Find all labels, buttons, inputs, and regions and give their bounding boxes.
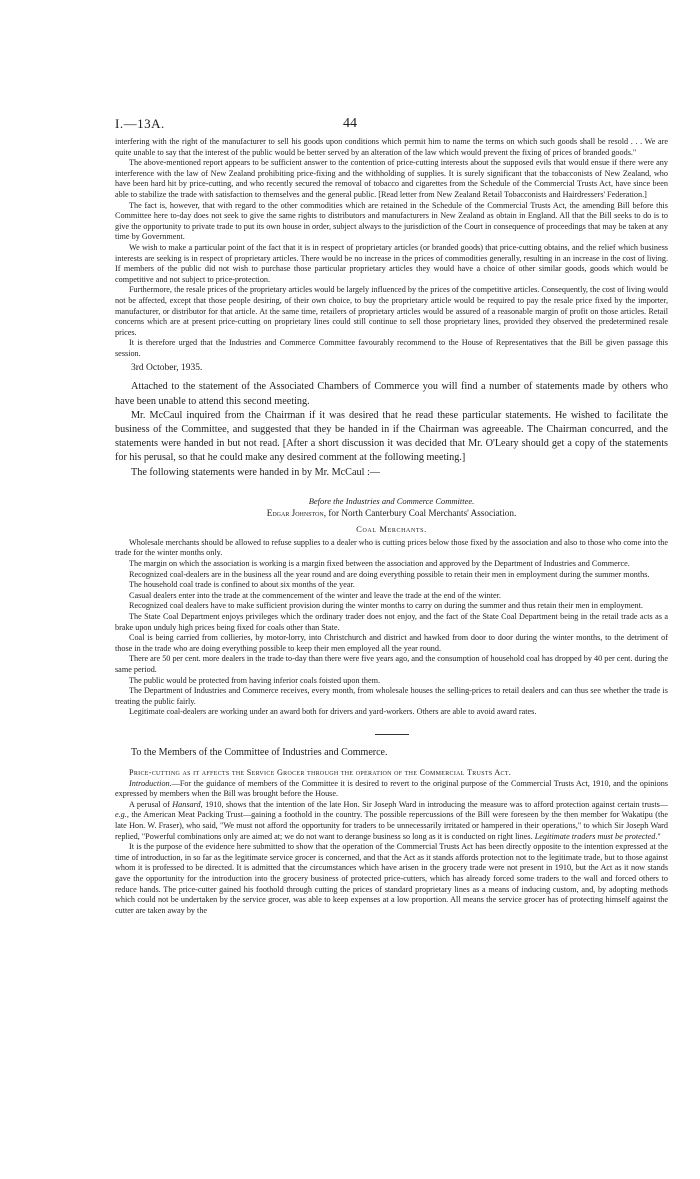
paragraph: The above-mentioned report appears to be sufficient answer to the contention of price-cutting interests about the supposed evils that would ensue if there were any interference with the law of New Zealand prohibiting price-fixing and the withholding of supplies. It is surely significant that the tobacconists of New Zealand, who have been hard hit by price-cutting, and who recently secured the removal of tobacco and cigarettes from the Schedule of the Commercial Trusts Act, have since been able to stabilize the trade with satisfaction to themselves and the general public. [Read letter from New Zealand Retail Tobacconists and Hairdressers' Federation.] (115, 158, 668, 199)
paragraph: The household coal trade is confined to about six months of the year. (129, 580, 355, 590)
intro-text: —For the guidance of members of the Committee it is desired to revert to the original purpose of the Commercial Trusts Act, 1910, and the opinions expressed by members when the Bill was brought before the House. (115, 778, 668, 799)
grocer-section (115, 768, 668, 916)
section-divider (375, 734, 409, 735)
page-body (115, 137, 668, 916)
paragraph: It is the purpose of the evidence here submitted to show that the operation of the Commercial Trusts Act has been directly opposite to the intention expressed at the time of introduction, in so far as the legitimate service grocer is concerned, and that the Act as it stands affords protection not to the legitimate trade, but to those against whom it is professed to be directed. It is admitted that the circumstances which have arisen in the grocery trade were not present in 1910, but the Act as it now stands gave the opportunity for the introduction into the grocery business of protected price-cutters, which has already forced some traders to the wall and forced others to reduce hands. The price-cutter gained his foothold through cutting the prices of standard proprietary lines as a means of inducing custom, and, by adopting methods which could not be undertaken by the service grocer, was able to keep expenses at a low proportion. All means the service grocer has of protecting himself against the cutter are taken away by the (115, 842, 668, 915)
paragraph: Mr. McCaul inquired from the Chairman if it was desired that he read these particular statements. He wished to facilitate the business of the Committee, and suggested that they be handed in if the Chairman was agreeable. The Chairman concurred, and the statements were handed in but not read. [After a short discussion it was decided that Mr. O'Leary should get a copy of the statements for his perusal, so that he could make any desired comment at the following meeting.] (115, 409, 668, 464)
mid-section (115, 380, 668, 479)
top-section (115, 137, 668, 359)
committee-line: Before the Industries and Commerce Committee. (308, 495, 475, 506)
paragraph: The Department of Industries and Commerce receives, every month, from wholesale houses the selling-prices to retail dealers and can thus see whether the trade is treating the public fairly. (115, 686, 668, 706)
paragraph: Legitimate coal-dealers are working under an award both for drivers and yard-workers. Others are able to avoid award rates. (129, 707, 537, 717)
paragraph: It is therefore urged that the Industries and Commerce Committee favourably recommend to the House of Representatives that the Bill be given passage this session. (115, 338, 668, 358)
text-run: , the American Meat Packing Trust—gaining a foothold in the country. The possible repercussions of the Bill were foreseen by the then member for Wakatipu (the late Hon. W. Fraser), who said, "We must not afford the opportunity for traders to be unnecessarily irritated or hampered in their operations," to which Sir Joseph Ward replied, "Powerful combinations only are aimed at; we do not want to derange business so long as it is conducted on right lines. (115, 810, 668, 841)
addressee-line: To the Members of the Committee of Industries and Commerce. (131, 746, 388, 758)
paragraph (115, 800, 668, 842)
paragraph: Attached to the statement of the Associated Chambers of Commerce you will find a number of statements made by others who have been unable to attend this second meeting. (115, 381, 668, 407)
intro-label: Introduction. (129, 778, 172, 788)
paragraph: The public would be protected from having inferior coals foisted upon them. (129, 675, 381, 685)
paragraph: Coal is being carried from collieries, by motor-lorry, into Christchurch and district and hawked from door to door during the winter months, to the detriment of those in the trade who are doing everything possible to keep their men employed all the year round. (115, 633, 668, 653)
paragraph: Furthermore, the resale prices of the proprietary articles would be largely influenced by the prices of the competitive articles. Consequently, the cost of living would not be affected, except that those people desiring, of their own choice, to buy the proprietary article would be required to pay the resale price fixed by the importer, manufacturer, or distributor for that article. At the same time, retailers of proprietary articles would be assured of a reasonable margin of profit on those articles. Retail concerns which are at present price-cutting on proprietary lines could still continue to sell those proprietary lines, provided they observed the predetermined resale prices. (115, 285, 668, 337)
emphasis-text: Legitimate traders must be protected (534, 831, 656, 841)
paragraph: The State Coal Department enjoys privileges which the ordinary trader does not enjoy, and the fact of the State Coal Department being in the retail trade acts as a brake upon unduly high prices being fixed for coals other than State. (115, 612, 668, 632)
paragraph: The following statements were handed in by Mr. McCaul :— (131, 466, 380, 478)
paragraph: We wish to make a particular point of the fact that it is in respect of proprietary articles (or branded goods) that price-cutting obtains, and the relief which business interests are seeking is in respect of proprietary articles. There would be no increase in the prices of commodities generally, resulting in an increase in the cost of living. If members of the public did not wish to purchase those particular proprietary articles they would have a choice of other similar goods, goods which would be competitive and not subject to price-protection. (115, 242, 668, 284)
presenter-affiliation: , for North Canterbury Coal Merchants' Association. (323, 507, 517, 518)
paragraph: Casual dealers enter into the trade at the commencement of the winter and leave the trade at the end of the winter. (129, 590, 501, 600)
section-heading: Coal Merchants. (356, 523, 427, 534)
text-run: ." (655, 831, 661, 841)
presenter-name: Edgar Johnston (266, 507, 324, 518)
paragraph: The fact is, however, that with regard to the other commodities which are retained in the Schedule of the Commercial Trusts Act, the amending Bill before this Committee here to-day does not seek to give the same rights to distributors and manufacturers in New Zealand as obtain in England. All that the Bill seeks to do is to give the opportunity to private trade to put its own house in order, subject always to the jurisdiction of the Court in consequence of proceedings that may be taken at any time by Government. (115, 200, 668, 242)
paragraph: Wholesale merchants should be allowed to refuse supplies to a dealer who is cutting prices below those fixed by the association and also to those who come into the trade for the winter months only. (115, 537, 668, 558)
page-header (115, 116, 585, 132)
paragraph: There are 50 per cent. more dealers in the trade to-day than there were five years ago, and the consumption of household coal has dropped by 40 per cent. during the same period. (115, 654, 668, 675)
statement-date: 3rd October, 1935. (131, 363, 203, 374)
text-run: e.g. (115, 810, 127, 820)
paragraph: The margin on which the association is working is a margin fixed between the association and approved by the Department of Industries and Commerce. (129, 559, 630, 569)
coal-section (115, 538, 668, 718)
presenter-line (115, 508, 668, 518)
text-run: , 1910, shows that the intention of the late Hon. Sir Joseph Ward in introducing the measure was to afford protection against certain trusts— (200, 799, 668, 809)
paragraph: Recognized coal-dealers are in the business all the year round and are doing everything possible to retain their men in employment during the summer months. (129, 569, 650, 579)
hansard-title: Hansard (172, 799, 201, 809)
paragraph: Recognized coal dealers have to make sufficient provision during the winter months to carry on during the summer and thus retain their men in employment. (129, 601, 643, 611)
page-number: 44 (343, 116, 357, 131)
paragraph (115, 779, 668, 800)
topic-heading: Price-cutting as it affects the Service Grocer through the operation of the Commercial Trusts Act. (129, 767, 512, 777)
text-run: A perusal of (129, 799, 173, 809)
document-reference: I.—13A. (115, 116, 165, 131)
paragraph: interfering with the right of the manufacturer to sell his goods upon conditions which permit him to name the terms on which such goods shall be resold . . . We are quite unable to say that the interest of the public would be better served by an alteration of the law which would prevent the fixing of prices of branded goods." (115, 137, 668, 157)
